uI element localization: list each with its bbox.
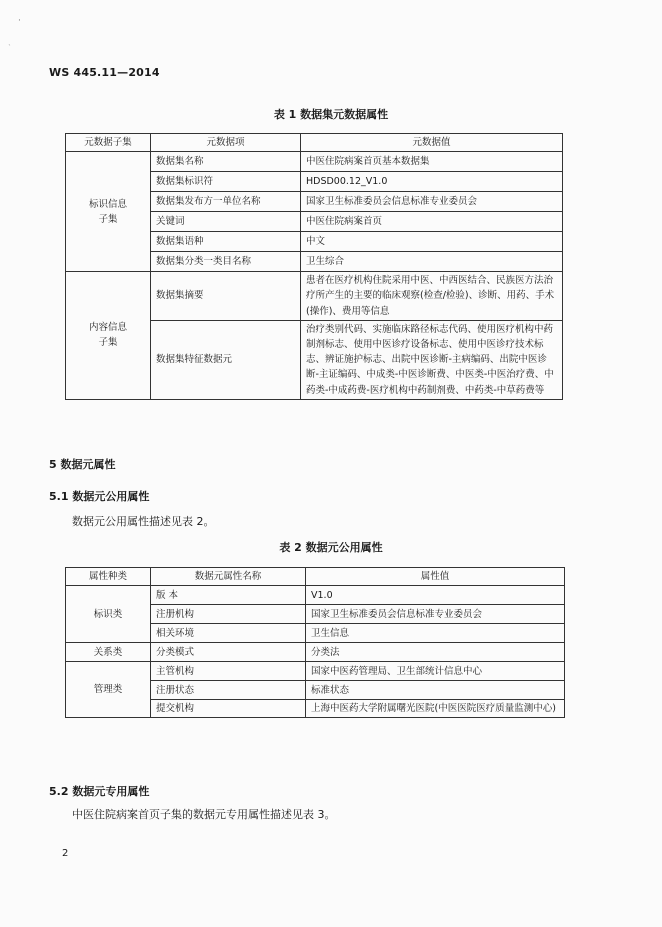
table2 xyxy=(65,567,565,718)
table1-value: 中医住院病案首页 xyxy=(301,212,563,232)
table2-group: 关系类 xyxy=(66,643,151,662)
table1-item: 数据集分类一类目名称 xyxy=(151,252,301,272)
table2-value: 标准状态 xyxy=(306,681,565,700)
table1-item: 数据集语种 xyxy=(151,232,301,252)
table1-value: 卫生综合 xyxy=(301,252,563,272)
table1-value: 患者在医疗机构住院采用中医、中西医结合、民族医方法治疗所产生的主要的临床观察(检查/检验)、诊断、用药、手术(操作)、费用等信息 xyxy=(301,272,563,321)
section-5-1-paragraph: 数据元公用属性描述见表 2。 xyxy=(72,515,215,528)
page-number: 2 xyxy=(62,848,69,859)
table2-header: 数据元属性名称 xyxy=(151,568,306,586)
scan-mark: ` xyxy=(8,44,12,52)
table1-header: 元数据值 xyxy=(301,134,563,152)
table2-group: 标识类 xyxy=(66,586,151,643)
section-5-heading: 5 数据元属性 xyxy=(49,458,116,471)
table1-value: 中医住院病案首页基本数据集 xyxy=(301,152,563,172)
table2-name: 版 本 xyxy=(151,586,306,605)
table2-value: 卫生信息 xyxy=(306,624,565,643)
table1-item: 数据集名称 xyxy=(151,152,301,172)
table2-value: V1.0 xyxy=(306,586,565,605)
table2-name: 相关环境 xyxy=(151,624,306,643)
table1-value: 治疗类别代码、实施临床路径标志代码、使用医疗机构中药制剂标志、使用中医诊疗设备标志、使用中医诊疗技术标志、辨证施护标志、出院中医诊断-主病编码、出院中医诊断-主证编码、中成类-中医诊断费、中医类-中医治疗费、中药类-中成药费-医疗机构中药制剂费、中药类-中草药费等 xyxy=(301,320,563,399)
table1-caption: 表 1 数据集元数据属性 xyxy=(273,108,389,121)
table2-header: 属性值 xyxy=(306,568,565,586)
table2-caption: 表 2 数据元公用属性 xyxy=(279,541,383,554)
table1-group: 标识信息 子集 xyxy=(66,152,151,272)
table1-header: 元数据项 xyxy=(151,134,301,152)
table2-header: 属性种类 xyxy=(66,568,151,586)
table2-value: 国家中医药管理局、卫生部统计信息中心 xyxy=(306,662,565,681)
table1-value: 国家卫生标准委员会信息标准专业委员会 xyxy=(301,192,563,212)
section-5-2-heading: 5.2 数据元专用属性 xyxy=(49,785,150,798)
table2-value: 分类法 xyxy=(306,643,565,662)
table2-name: 注册状态 xyxy=(151,681,306,700)
table1 xyxy=(65,133,563,400)
table1-value: 中文 xyxy=(301,232,563,252)
table2-name: 主管机构 xyxy=(151,662,306,681)
table1-value: HDSD00.12_V1.0 xyxy=(301,172,563,192)
table1-header: 元数据子集 xyxy=(66,134,151,152)
table2-value: 上海中医药大学附属曙光医院(中医医院医疗质量监测中心) xyxy=(306,700,565,718)
table1-item: 数据集发布方一单位名称 xyxy=(151,192,301,212)
table2-name: 注册机构 xyxy=(151,605,306,624)
table2-name: 分类模式 xyxy=(151,643,306,662)
section-5-1-heading: 5.1 数据元公用属性 xyxy=(49,490,150,503)
table1-item: 关键词 xyxy=(151,212,301,232)
table1-item: 数据集标识符 xyxy=(151,172,301,192)
scan-mark: · xyxy=(18,16,21,26)
table1-group: 内容信息 子集 xyxy=(66,272,151,400)
table1-item: 数据集特征数据元 xyxy=(151,320,301,399)
table2-group: 管理类 xyxy=(66,662,151,718)
section-5-2-paragraph: 中医住院病案首页子集的数据元专用属性描述见表 3。 xyxy=(72,808,336,821)
standard-code: WS 445.11—2014 xyxy=(49,66,160,79)
table2-name: 提交机构 xyxy=(151,700,306,718)
table1-item: 数据集摘要 xyxy=(151,272,301,321)
table2-value: 国家卫生标准委员会信息标准专业委员会 xyxy=(306,605,565,624)
